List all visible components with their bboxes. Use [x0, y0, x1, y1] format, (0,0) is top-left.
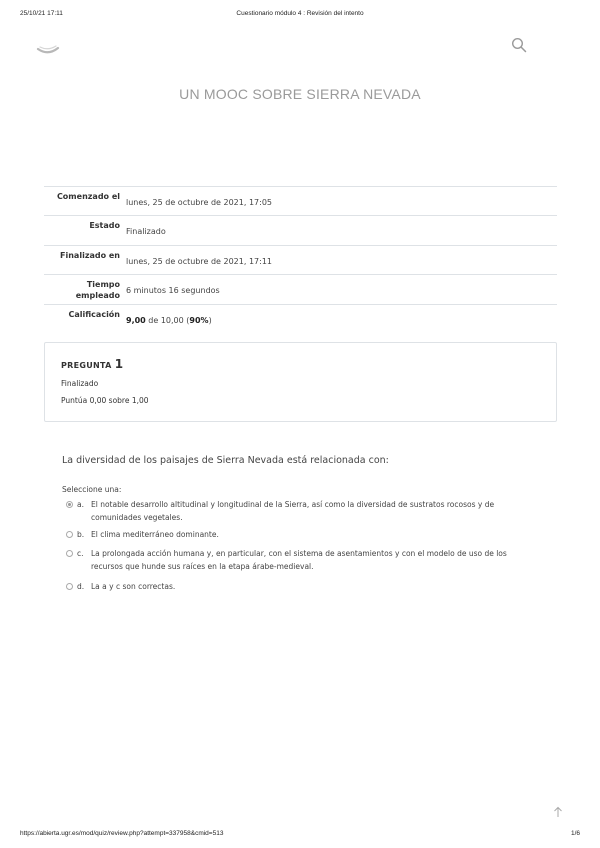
arrow-up-icon[interactable] — [553, 803, 563, 815]
question-grade: Puntúa 0,00 sobre 1,00 — [61, 396, 149, 405]
answer-text: La prolongada acción humana y, en particular, con el sistema de asentamientos y con el modelo de uso de los recursos que hunde sus raíces en la etapa árabe-medieval. — [91, 549, 507, 571]
answer-text: La a y c son correctas. — [91, 582, 176, 591]
summary-label: Estado — [89, 221, 120, 230]
summary-label: Comenzado el — [56, 192, 120, 201]
answer-letter: b. — [77, 530, 85, 539]
summary-row-finished — [44, 246, 557, 275]
answer-text: El clima mediterráneo dominante. — [91, 530, 219, 539]
print-page-title: Cuestionario módulo 4 : Revisión del intento — [236, 10, 364, 17]
radio-button[interactable] — [66, 531, 73, 538]
answer-letter: a. — [77, 500, 84, 509]
summary-row-started — [44, 187, 557, 216]
grade-percent: 90% — [189, 316, 209, 325]
search-icon[interactable] — [511, 37, 527, 53]
print-footer — [20, 830, 580, 840]
summary-label: Finalizado en — [60, 251, 120, 260]
summary-label: Calificación — [68, 310, 120, 319]
summary-grade-value — [124, 305, 557, 331]
summary-label-line1: Tiempo — [86, 280, 120, 289]
summary-row-time-taken — [44, 275, 557, 305]
course-title[interactable]: UN MOOC SOBRE SIERRA NEVADA — [179, 86, 421, 102]
question-text: La diversidad de los paisajes de Sierra Nevada está relacionada con: — [62, 455, 389, 466]
answer-letter: c. — [77, 549, 84, 558]
summary-row-state — [44, 216, 557, 246]
summary-value: lunes, 25 de octubre de 2021, 17:05 — [126, 198, 273, 207]
grade-score: 9,00 — [126, 316, 146, 325]
question-word: PREGUNTA — [61, 361, 112, 370]
radio-button[interactable] — [66, 550, 73, 557]
grade-out-of: de 10,00 ( — [145, 316, 190, 325]
print-page-number: 1/6 — [570, 830, 580, 837]
answer-text: El notable desarrollo altitudinal y longitudinal de la Sierra, así como la diversidad de sustratos rocosos y de comunidades vegetales. — [91, 500, 495, 522]
answer-prompt: Seleccione una: — [62, 485, 122, 494]
print-header — [20, 10, 580, 20]
summary-row-grade — [44, 305, 557, 331]
grade-close: ) — [208, 316, 212, 325]
summary-value: lunes, 25 de octubre de 2021, 17:11 — [126, 257, 273, 266]
logo-icon[interactable] — [36, 40, 60, 56]
question-number-value: 1 — [114, 357, 124, 371]
print-url: https://abierta.ugr.es/mod/quiz/review.php?attempt=337958&cmid=513 — [20, 830, 224, 837]
question-state: Finalizado — [61, 379, 99, 388]
answer-letter: d. — [77, 582, 85, 591]
summary-value: 6 minutos 16 segundos — [126, 286, 220, 295]
radio-button-selected[interactable] — [66, 501, 73, 508]
question-number — [61, 357, 123, 371]
summary-label-line2: empleado — [75, 291, 120, 300]
summary-value: Finalizado — [126, 227, 166, 236]
question-info-box — [44, 342, 557, 422]
summary-label — [44, 275, 124, 305]
attempt-summary-table — [44, 186, 557, 331]
radio-button[interactable] — [66, 583, 73, 590]
print-datetime: 25/10/21 17:11 — [20, 10, 63, 17]
